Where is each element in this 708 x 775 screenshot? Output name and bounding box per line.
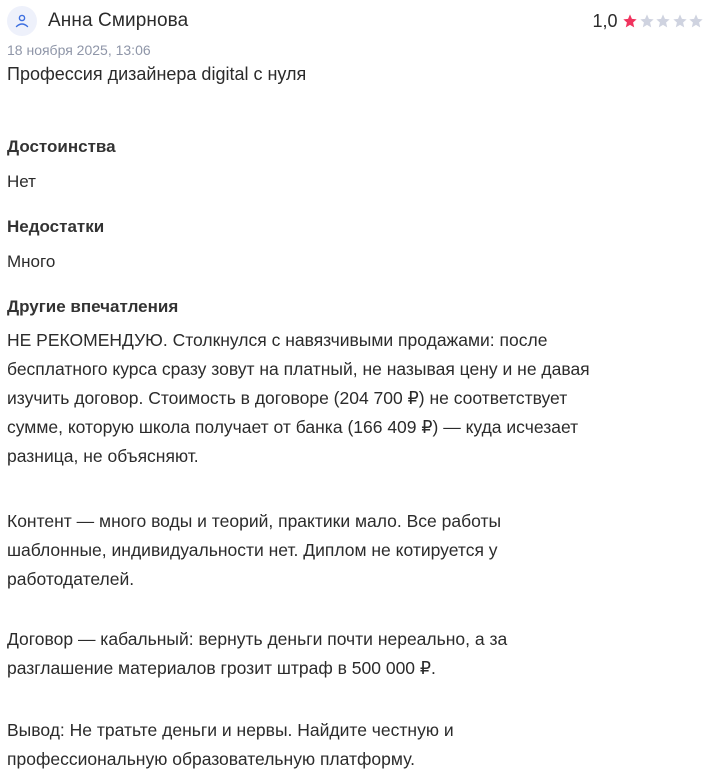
impressions-paragraph-3 [7, 625, 707, 683]
star-empty-icon [655, 13, 671, 29]
user-icon [15, 14, 29, 28]
course-name: Профессия дизайнера digital с нуля [7, 64, 307, 84]
avatar [7, 6, 37, 36]
text-line: Вывод: Не тратьте деньги и нервы. Найдите честную и [7, 720, 454, 740]
text-line: шаблонные, индивидуальности нет. Диплом не котируется у [7, 540, 498, 560]
text-line: разглашение материалов грозит штраф в 500 000 ₽. [7, 658, 436, 678]
text-line: разница, не объясняют. [7, 446, 199, 466]
star-empty-icon [639, 13, 655, 29]
rating [592, 11, 704, 32]
text-line: профессиональную образовательную платформу. [7, 749, 415, 769]
text-line: изучить договор. Стоимость в договоре (204 700 ₽) не соответствует [7, 388, 568, 408]
star-empty-icon [688, 13, 704, 29]
impressions-paragraph-4 [7, 716, 707, 774]
cons-title: Недостатки [7, 217, 105, 236]
cons-text: Много [7, 252, 56, 271]
text-line: НЕ РЕКОМЕНДУЮ. Столкнулся с навязчивыми продажами: после [7, 330, 548, 350]
star-empty-icon [672, 13, 688, 29]
author-name: Анна Смирнова [48, 10, 189, 31]
rating-value: 1,0 [592, 10, 618, 31]
text-line: сумме, которую школа получает от банка (166 409 ₽) — куда исчезает [7, 417, 579, 437]
impressions-title: Другие впечатления [7, 297, 179, 316]
text-line: бесплатного курса сразу зовут на платный, не называя цену и не давая [7, 359, 590, 379]
text-line: Договор — кабальный: вернуть деньги почти нереально, а за [7, 629, 508, 649]
pros-title: Достоинства [7, 137, 116, 156]
impressions-paragraph-1 [7, 326, 707, 471]
text-line: работодателей. [7, 569, 135, 589]
star-filled-icon [622, 13, 638, 29]
review-header [7, 6, 704, 36]
text-line: Контент — много воды и теорий, практики мало. Все работы [7, 511, 502, 531]
review-date: 18 ноября 2025, 13:06 [7, 42, 151, 58]
impressions-paragraph-2 [7, 507, 707, 594]
pros-text: Нет [7, 172, 36, 191]
